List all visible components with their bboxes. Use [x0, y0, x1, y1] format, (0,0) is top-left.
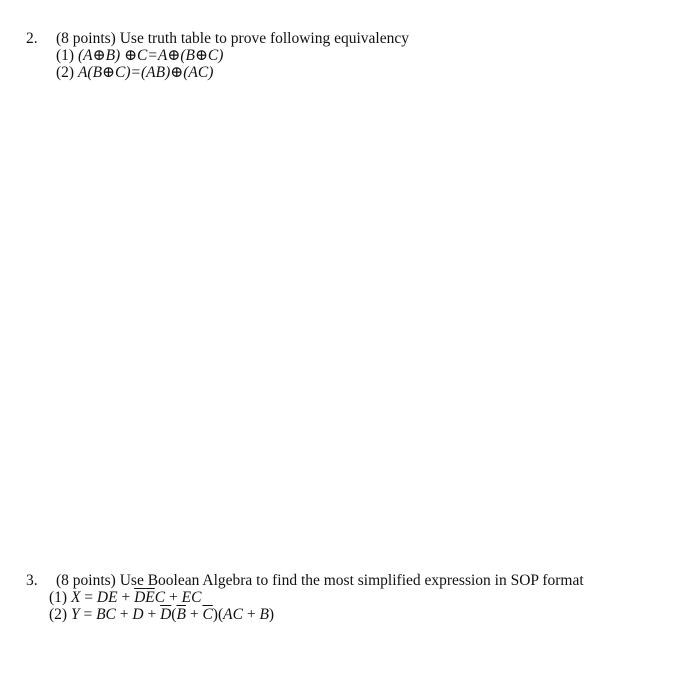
problem-2-item-2-expression: A(B⊕C)=(AB)⊕(AC) [77, 64, 214, 81]
expr-plus: + [242, 606, 260, 623]
expr-term-d: D [132, 606, 144, 623]
problem-2-item-1-label: (1) [56, 47, 75, 64]
expr-open-paren: ( [171, 606, 177, 623]
problem-2-heading: (8 points) Use truth table to prove following equivalency [56, 30, 409, 47]
expr-term-b: B [259, 606, 269, 623]
problem-2-item-1 [26, 47, 409, 64]
expr-term-d-bar: $\overline{D}$ [160, 606, 172, 623]
expr-term-de: DE [96, 589, 118, 606]
expr-term-ec: EC [181, 589, 202, 606]
problem-3-item-2-label: (2) [49, 606, 68, 623]
problem-2 [26, 30, 409, 81]
expr-equals: = [80, 589, 97, 606]
problem-2-item-2-label: (2) [56, 64, 75, 81]
expr-plus: + [185, 606, 203, 623]
expr-plus: + [115, 606, 133, 623]
expr-equals: = [79, 606, 97, 623]
problem-3-item-1-label: (1) [49, 589, 68, 606]
problem-3-heading: (8 points) Use Boolean Algebra to find the most simplified expression in SOP format [56, 572, 584, 589]
problem-2-item-1-expression: (A⊕B) ⊕C=A⊕(B⊕C) [77, 47, 224, 64]
problem-3 [26, 572, 584, 623]
expr-term-b-bar: $\overline{B}$ [176, 606, 186, 623]
problem-2-heading-line [26, 30, 409, 47]
expr-term-d-bar: $\overline{D}$ [134, 589, 146, 606]
problem-3-number: 3. [26, 572, 38, 589]
expr-plus: + [143, 606, 161, 623]
expr-term-bc: BC [96, 606, 116, 623]
problem-3-item-1-expression [71, 589, 201, 606]
expr-term-c-bar: $\overline{C}$ [202, 606, 213, 623]
expr-term-ac: AC [223, 606, 243, 623]
problem-3-item-2-expression [71, 606, 274, 623]
expr-term-e-bar: $\overline{E}$ [145, 589, 155, 606]
problem-2-number: 2. [26, 30, 38, 47]
expr-plus: + [117, 589, 135, 606]
problem-3-item-1 [26, 589, 584, 606]
expr-plus: + [165, 589, 182, 606]
expr-lhs-x: X [70, 589, 81, 606]
problem-3-heading-line [26, 572, 584, 589]
expr-close-paren: ) [212, 606, 218, 623]
expr-close-paren: ) [268, 606, 275, 623]
problem-2-item-2 [26, 64, 409, 81]
expr-lhs-y: Y [70, 606, 80, 623]
expr-term-c: C [154, 589, 166, 606]
problem-3-item-2 [26, 606, 584, 623]
expr-open-paren: ( [217, 606, 224, 623]
